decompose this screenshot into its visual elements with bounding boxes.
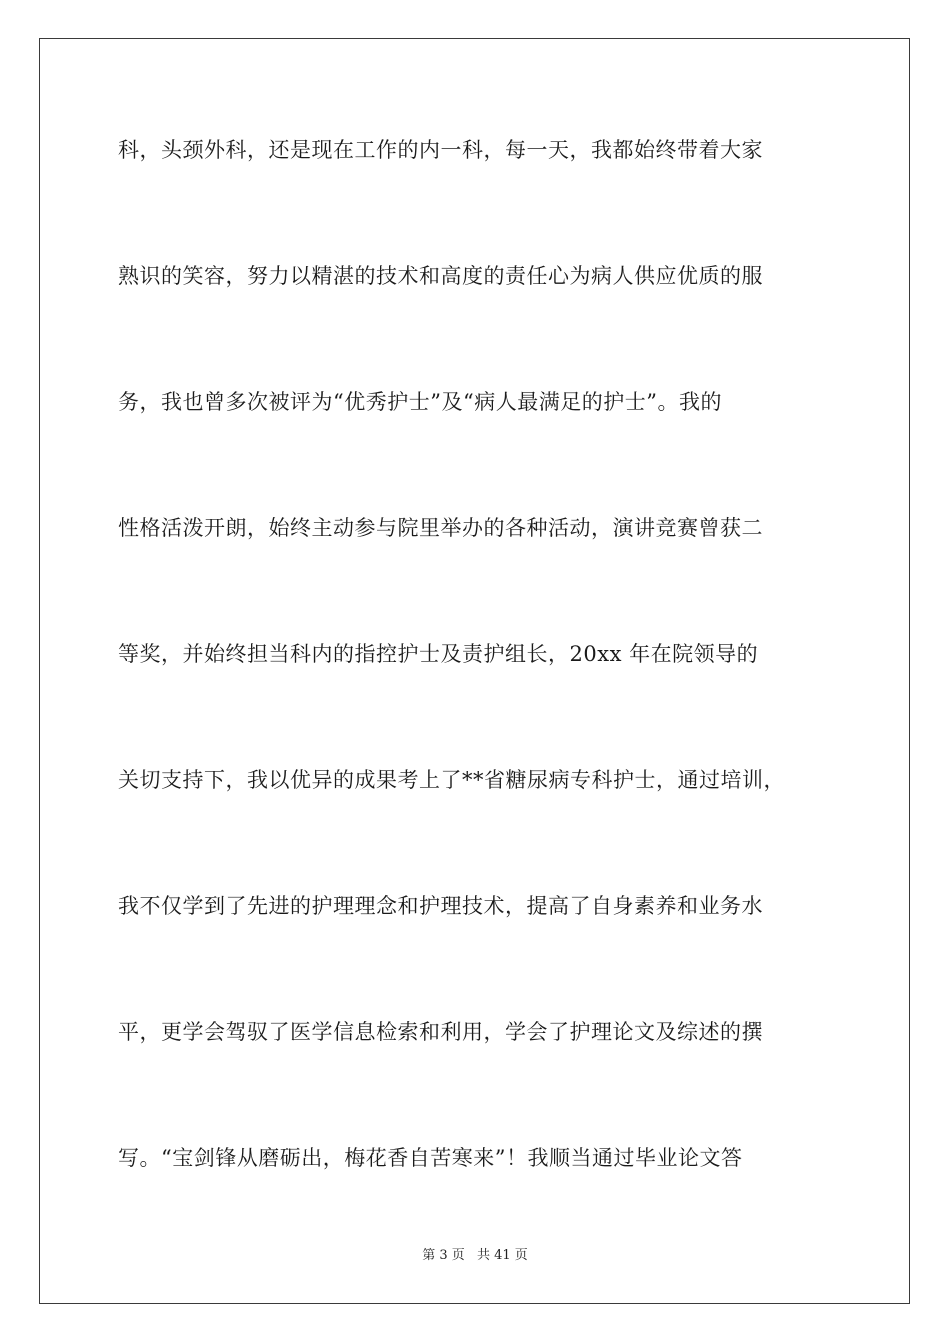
text-line-2: 熟识的笑容，努力以精湛的技术和高度的责任心为病人供应优质的服	[118, 264, 763, 288]
page-total: 共 41 页	[476, 1248, 528, 1263]
page-footer	[0, 1244, 950, 1263]
text-line-5: 等奖，并始终担当科内的指控护士及责护组长，20xx 年在院领导的	[118, 642, 759, 666]
document-body	[118, 122, 838, 1256]
text-line-9: 写。“宝剑锋从磨砺出，梅花香自苦寒来”！我顺当通过毕业论文答	[118, 1146, 743, 1170]
text-line-7: 我不仅学到了先进的护理理念和护理技术，提高了自身素养和业务水	[118, 894, 763, 918]
text-line-8: 平，更学会驾驭了医学信息检索和利用，学会了护理论文及综述的撰	[118, 1020, 763, 1044]
text-line-4: 性格活泼开朗，始终主动参与院里举办的各种活动，演讲竞赛曾获二	[118, 516, 763, 540]
text-line-1: 科，头颈外科，还是现在工作的内一科，每一天，我都始终带着大家	[118, 138, 763, 162]
text-line-6: 关切支持下，我以优异的成果考上了**省糖尿病专科护士，通过培训，	[118, 768, 785, 792]
text-line-3: 务，我也曾多次被评为“优秀护士”及“病人最满足的护士”。我的	[118, 390, 722, 414]
page-number: 第 3 页	[422, 1248, 465, 1263]
